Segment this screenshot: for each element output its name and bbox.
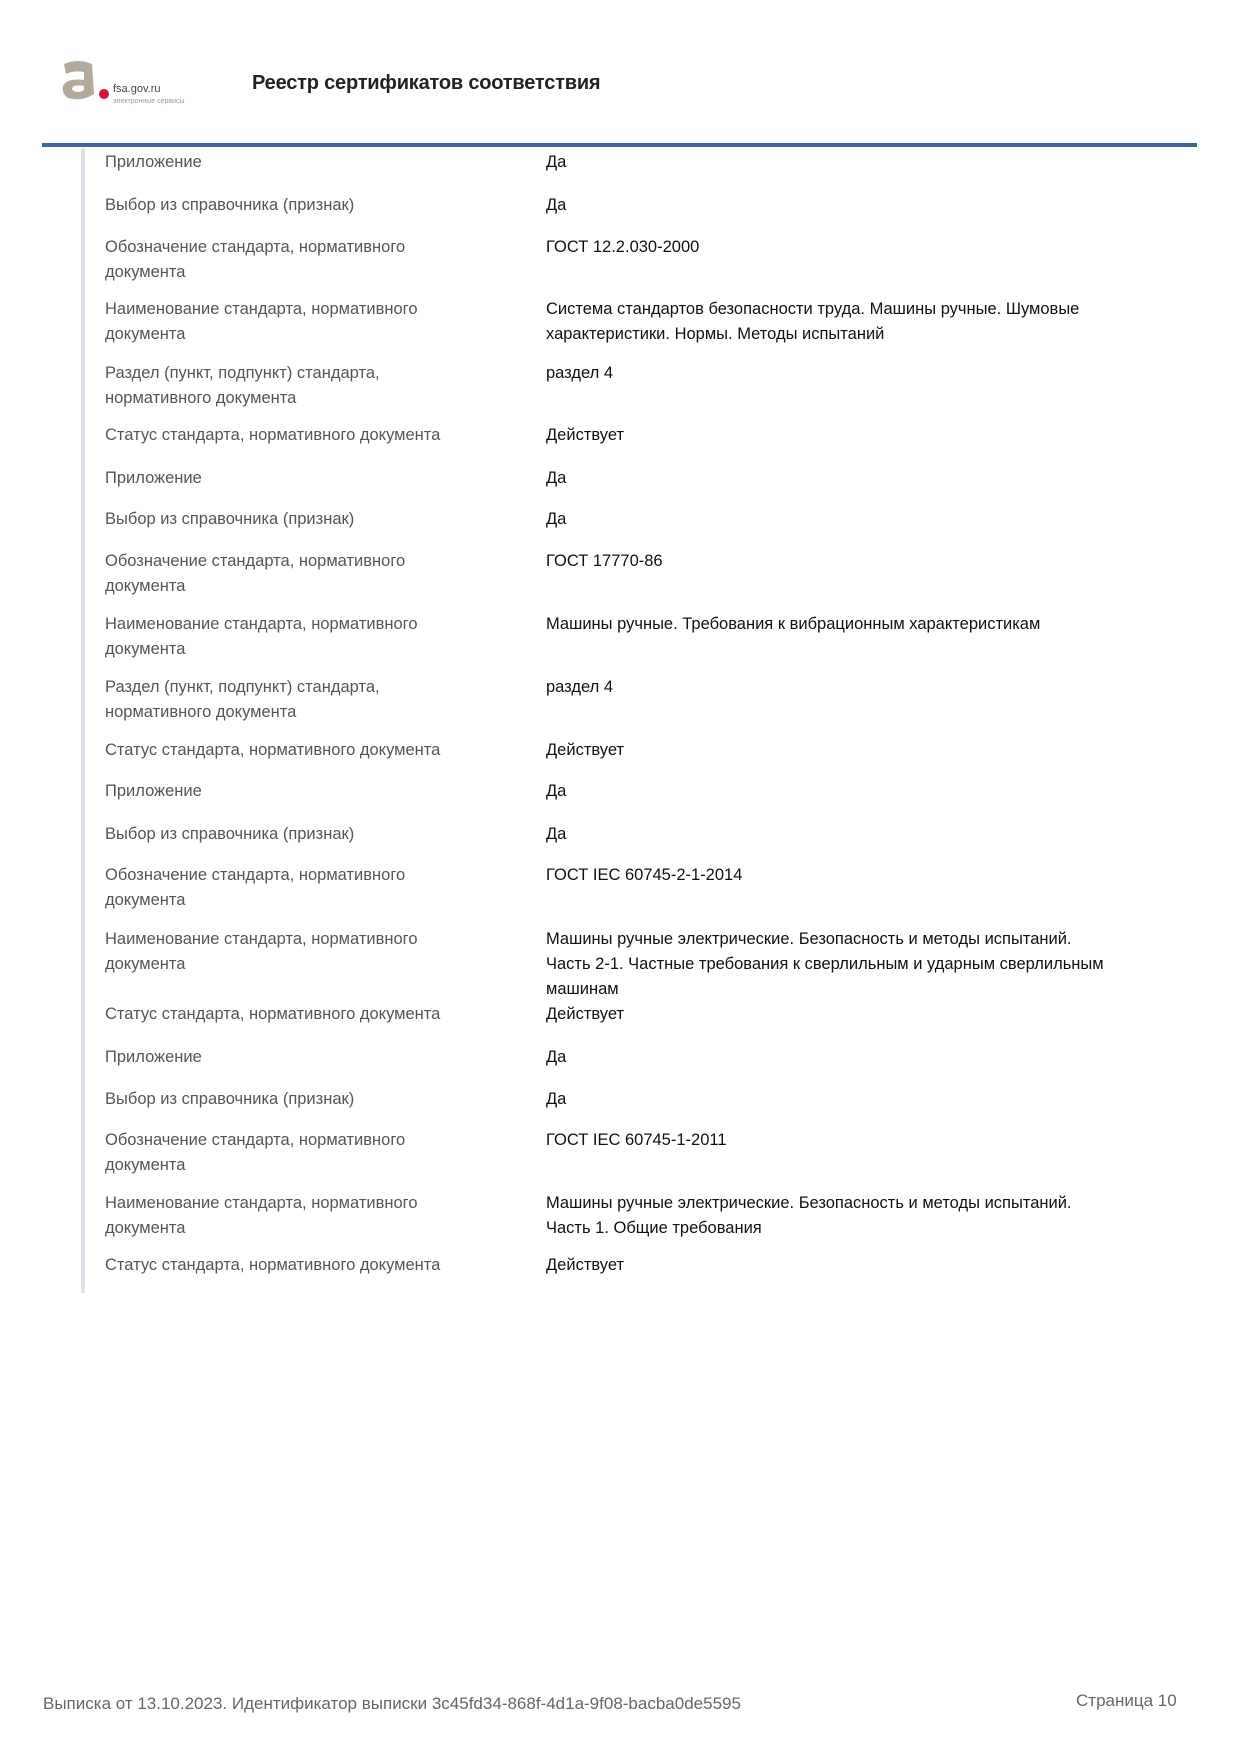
footer-extract-info: Выписка от 13.10.2023. Идентификатор выписки 3c45fd34-868f-4d1a-9f08-bacba0de5595 <box>43 1694 741 1713</box>
value-line: Да <box>546 196 567 214</box>
value-line: Машины ручные электрические. Безопасность и методы испытаний. <box>546 1194 1072 1212</box>
label-line: Статус стандарта, нормативного документа <box>105 741 441 759</box>
value-line: Часть 2-1. Частные требования к сверлильным и ударным сверлильным <box>546 955 1104 973</box>
label-line: документа <box>105 577 186 595</box>
row-value <box>546 193 1206 218</box>
value-line: раздел 4 <box>546 678 614 696</box>
row-label <box>105 1128 525 1178</box>
value-line: Да <box>546 469 567 487</box>
value-line: Да <box>546 782 567 800</box>
logo-subtitle: электронные сервисы <box>113 98 185 105</box>
label-line: Раздел (пункт, подпункт) стандарта, <box>105 678 380 696</box>
row-value <box>546 927 1206 1002</box>
row-label <box>105 612 525 662</box>
value-line: ГОСТ IEC 60745-2-1-2014 <box>546 866 743 884</box>
label-line: Статус стандарта, нормативного документа <box>105 426 441 444</box>
row-label <box>105 466 525 491</box>
value-line: Действует <box>546 1256 625 1274</box>
label-line: Обозначение стандарта, нормативного <box>105 1131 406 1149</box>
section-bar <box>81 148 85 1293</box>
label-line: Обозначение стандарта, нормативного <box>105 552 406 570</box>
value-line: Да <box>546 825 567 843</box>
label-line: Наименование стандарта, нормативного <box>105 300 418 318</box>
row-label <box>105 738 525 763</box>
label-line: Выбор из справочника (признак) <box>105 825 355 843</box>
value-line: ГОСТ 12.2.030-2000 <box>546 238 700 256</box>
page-number: Страница 10 <box>1076 1691 1177 1710</box>
label-line: документа <box>105 1156 186 1174</box>
label-line: Наименование стандарта, нормативного <box>105 1194 418 1212</box>
row-label <box>105 193 525 218</box>
value-line: ГОСТ IEC 60745-1-2011 <box>546 1131 727 1149</box>
label-line: документа <box>105 325 186 343</box>
label-line: нормативного документа <box>105 389 297 407</box>
row-value <box>546 1002 1206 1027</box>
row-value <box>546 150 1206 175</box>
label-line: Наименование стандарта, нормативного <box>105 615 418 633</box>
value-line: Часть 1. Общие требования <box>546 1219 762 1237</box>
row-value <box>546 297 1206 347</box>
label-line: нормативного документа <box>105 703 297 721</box>
row-label <box>105 863 525 913</box>
label-line: Приложение <box>105 153 202 171</box>
label-line: Выбор из справочника (признак) <box>105 1090 355 1108</box>
row-value <box>546 235 1206 260</box>
row-label <box>105 1253 525 1278</box>
label-line: документа <box>105 955 186 973</box>
label-line: документа <box>105 640 186 658</box>
row-label <box>105 507 525 532</box>
row-label <box>105 779 525 804</box>
row-value <box>546 675 1206 700</box>
value-line: ГОСТ 17770-86 <box>546 552 663 570</box>
header-divider <box>42 143 1197 147</box>
value-line: Действует <box>546 426 625 444</box>
value-line: Машины ручные. Требования к вибрационным характеристикам <box>546 615 1041 633</box>
page-title: Реестр сертификатов соответствия <box>252 72 601 94</box>
row-label <box>105 1045 525 1070</box>
row-value <box>546 1045 1206 1070</box>
value-line: Машины ручные электрические. Безопасность и методы испытаний. <box>546 930 1072 948</box>
label-line: Обозначение стандарта, нормативного <box>105 238 406 256</box>
row-value <box>546 1253 1206 1278</box>
value-line: раздел 4 <box>546 364 614 382</box>
label-line: документа <box>105 1219 186 1237</box>
label-line: Выбор из справочника (признак) <box>105 196 355 214</box>
row-value <box>546 738 1206 763</box>
row-label <box>105 1087 525 1112</box>
row-label <box>105 150 525 175</box>
value-line: машинам <box>546 980 619 998</box>
label-line: Выбор из справочника (признак) <box>105 510 355 528</box>
label-line: Приложение <box>105 1048 202 1066</box>
row-value <box>546 466 1206 491</box>
row-value <box>546 361 1206 386</box>
row-value <box>546 1087 1206 1112</box>
row-value <box>546 549 1206 574</box>
label-line: Приложение <box>105 469 202 487</box>
value-line: Действует <box>546 741 625 759</box>
row-label <box>105 822 525 847</box>
value-line: характеристики. Нормы. Методы испытаний <box>546 325 885 343</box>
label-line: документа <box>105 891 186 909</box>
row-label <box>105 1002 525 1027</box>
row-value <box>546 1128 1206 1153</box>
label-line: Приложение <box>105 782 202 800</box>
row-label <box>105 235 525 285</box>
row-label <box>105 1191 525 1241</box>
row-label <box>105 927 525 977</box>
row-value <box>546 779 1206 804</box>
label-line: Статус стандарта, нормативного документа <box>105 1005 441 1023</box>
fsa-logo-icon <box>58 58 112 106</box>
label-line: Наименование стандарта, нормативного <box>105 930 418 948</box>
row-label <box>105 297 525 347</box>
row-value <box>546 1191 1206 1241</box>
row-value <box>546 863 1206 888</box>
row-value <box>546 822 1206 847</box>
label-line: Статус стандарта, нормативного документа <box>105 1256 441 1274</box>
value-line: Да <box>546 510 567 528</box>
label-line: документа <box>105 263 186 281</box>
value-line: Система стандартов безопасности труда. Машины ручные. Шумовые <box>546 300 1080 318</box>
label-line: Раздел (пункт, подпункт) стандарта, <box>105 364 380 382</box>
row-value <box>546 423 1206 448</box>
value-line: Действует <box>546 1005 625 1023</box>
row-label <box>105 675 525 725</box>
row-value <box>546 507 1206 532</box>
fsa-logo <box>58 58 208 114</box>
row-label <box>105 423 525 448</box>
row-value <box>546 612 1206 637</box>
value-line: Да <box>546 1048 567 1066</box>
logo-site: fsa.gov.ru <box>113 83 161 95</box>
label-line: Обозначение стандарта, нормативного <box>105 866 406 884</box>
value-line: Да <box>546 1090 567 1108</box>
row-label <box>105 549 525 599</box>
value-line: Да <box>546 153 567 171</box>
row-label <box>105 361 525 411</box>
